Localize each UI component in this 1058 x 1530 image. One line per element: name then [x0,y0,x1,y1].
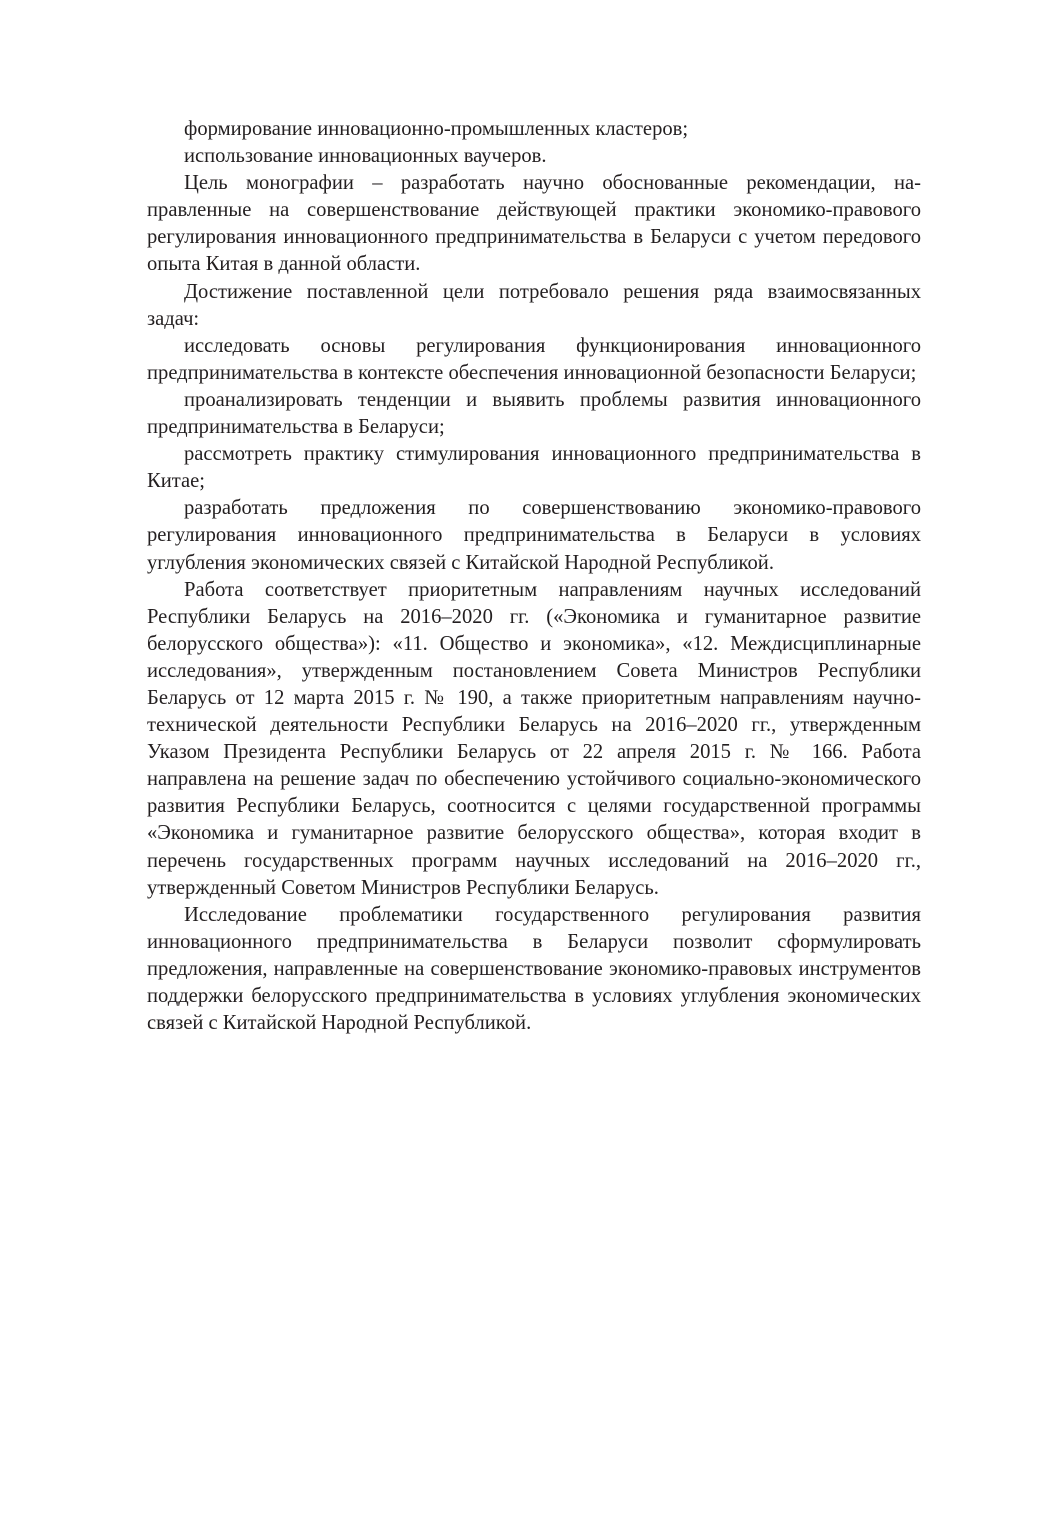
paragraph-goal: Цель монографии – разработать научно обоснованные рекомендации, направленные на совершенствование действующей практики экономико-правового регулирования инновационного предпринимательства в Беларуси с учетом передового опыта Китая в данной области. [147,172,921,276]
list-item-clusters: формирование инновационно-промышленных кластеров; [184,118,689,140]
paragraph-priorities: Работа соответствует приоритетным направлениям научных исследований Республики Беларусь на 2016–2020 гг. («Экономика и гуманитарное развитие белорусского общества»): «11. Общество и экономика», «12. Междисциплинарные исследования», утвержденным постановлением Совета Министров Республики Беларусь от 12 марта 2015 г. № 190, а также приоритетным направлениям научно-технической деятельности Республики Беларусь на 2016–2020 гг., утвержденным Указом Президента Республики Беларусь от 22 апреля 2015 г. № 166. Работа направлена на решение задач по обеспечению устойчивого социально-экономического развития Республики Беларусь, соотносится с целями государственной программы «Экономика и гуманитарное развитие белорусского общества», которая входит в перечень государственных программ научных исследований на 2016–2020 гг., утвержденный Советом Министров Республики Беларусь. [147,578,921,899]
task-item-4: разработать предложения по совершенствованию экономико-правового регулирования инновационного предпринимательства в Беларуси в условиях углубления экономических связей с Китайской Народной Республикой. [147,497,921,574]
task-item-3: рассмотреть практику стимулирования инновационного предпринимательства в Китае; [147,443,921,493]
paragraph-tasks-intro: Достижение поставленной цели потребовало решения ряда взаимосвязанных задач: [147,280,921,330]
task-item-2: проанализировать тенденции и выявить проблемы развития инновационного предпринимательства в Беларуси; [147,388,921,439]
paragraph-conclusion: Исследование проблематики государственного регулирования развития инновационного предпринимательства в Беларуси позволит сформулировать предложения, направленные на совершенствование экономико-правовых инструментов поддержки белорусского предпринимательства в условиях углубления экономических связей с Китайской Народной Республикой. [147,903,921,1035]
document-page [147,116,921,1037]
task-item-1: исследовать основы регулирования функционирования инновационного предпринимательства в контексте обеспечения инновационной безопасности Беларуси; [147,334,921,384]
list-item-vouchers: использование инновационных ваучеров. [184,145,547,168]
